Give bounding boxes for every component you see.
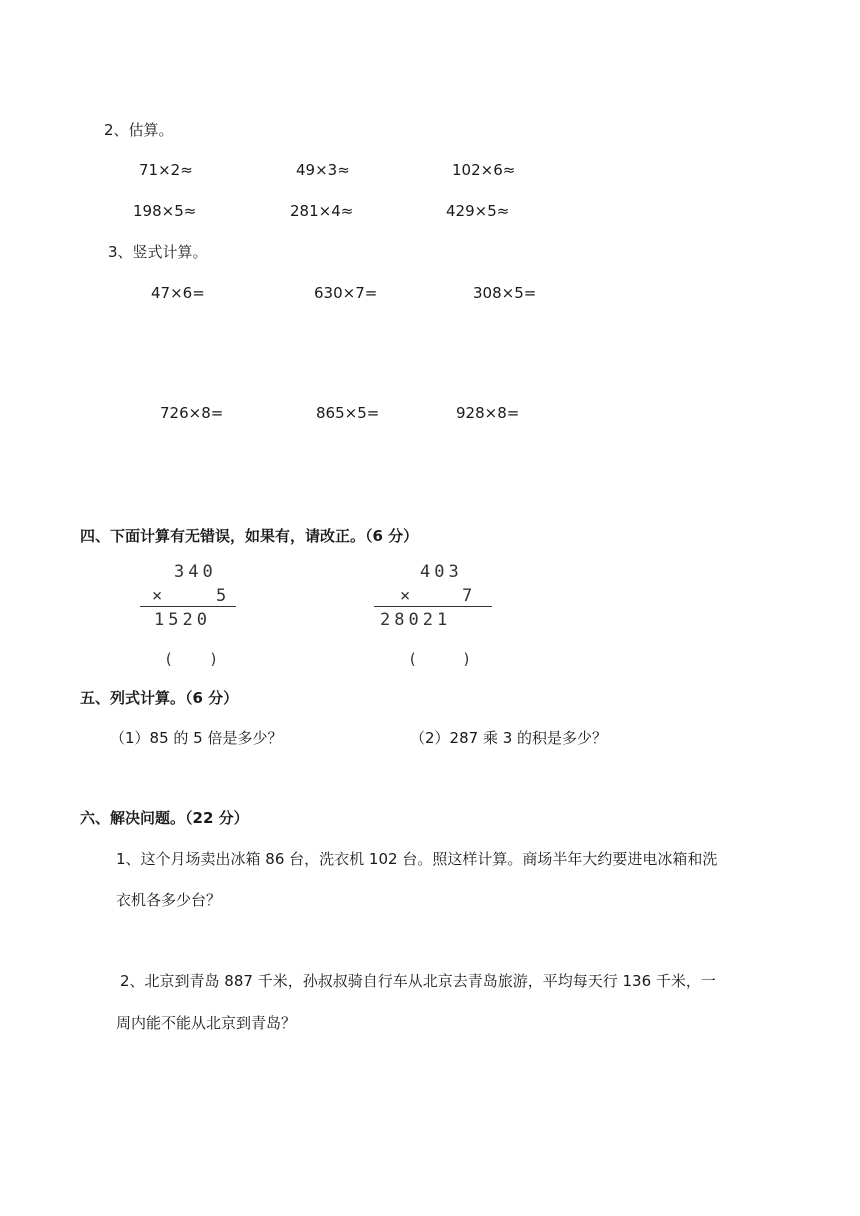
calc-multiplicand: 340: [174, 562, 217, 582]
section3-title: 3、竖式计算。: [108, 243, 208, 261]
vertical-calc-item: 928×8=: [456, 404, 520, 422]
vertical-calc-item: 308×5=: [473, 284, 537, 302]
vertical-calc-2: [374, 560, 504, 670]
vertical-calc-item: 726×8=: [160, 404, 224, 422]
estimate-item: 198×5≈: [133, 202, 197, 220]
estimate-item: 49×3≈: [296, 161, 350, 179]
answer-blank[interactable]: ( ): [164, 650, 219, 668]
calc-rule: [140, 606, 236, 607]
part5-title: 五、列式计算。（6 分）: [80, 689, 239, 707]
calc-times-sign: ×: [400, 586, 415, 606]
vertical-calc-item: 47×6=: [151, 284, 205, 302]
calc-multiplicand: 403: [420, 562, 463, 582]
calc-result: 1520: [154, 610, 211, 630]
estimate-item: 71×2≈: [139, 161, 193, 179]
calc-result: 28021: [380, 610, 452, 630]
question-2: （2）287 乘 3 的积是多少？: [410, 729, 608, 747]
calc-multiplier: 7: [462, 586, 477, 606]
estimate-item: 102×6≈: [452, 161, 516, 179]
part4-title: 四、下面计算有无错误，如果有，请改正。（6 分）: [80, 527, 419, 545]
question-1: （1）85 的 5 倍是多少？: [110, 729, 283, 747]
problem-2-line1: 2、北京到青岛 887 千米，孙叔叔骑自行车从北京去青岛旅游，平均每天行 136 千米，一: [120, 972, 716, 990]
calc-rule: [374, 606, 492, 607]
estimate-item: 281×4≈: [290, 202, 354, 220]
estimate-item: 429×5≈: [446, 202, 510, 220]
problem-1-line2: 衣机各多少台？: [116, 891, 222, 909]
calc-multiplier: 5: [216, 586, 231, 606]
vertical-calc-1: [140, 560, 250, 670]
problem-2-line2: 周内能不能从北京到青岛？: [116, 1014, 297, 1032]
problem-1-line1: 1、这个月场卖出冰箱 86 台，洗衣机 102 台。照这样计算。商场半年大约要进电冰箱和洗: [116, 850, 718, 868]
answer-blank[interactable]: ( ): [408, 650, 472, 668]
calc-times-sign: ×: [152, 586, 167, 606]
vertical-calc-item: 865×5=: [316, 404, 380, 422]
vertical-calc-item: 630×7=: [314, 284, 378, 302]
section2-title: 2、估算。: [104, 121, 174, 139]
part6-title: 六、解决问题。（22 分）: [80, 809, 249, 827]
